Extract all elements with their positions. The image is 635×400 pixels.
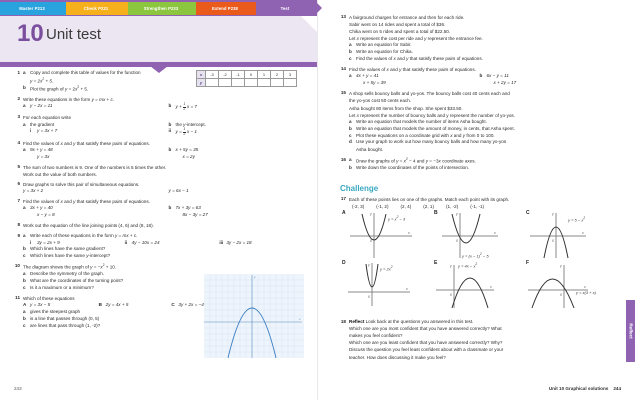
- question-2-number: 2: [17, 96, 20, 102]
- side-tab-label: Reflect: [628, 323, 633, 339]
- question-2-body: [23, 96, 314, 111]
- graph-B-label: B: [434, 210, 438, 216]
- q15b-text: Write an equation that models the amount of money, in cents, that Asha spent.: [356, 125, 515, 131]
- q8-stem: Work out the equation of the line joining points (4, 6) and (8, 18).: [23, 223, 154, 229]
- question-4-body: [23, 140, 314, 161]
- question-2: [14, 96, 314, 111]
- q15-line-2: the yo-yos cost 50 cents each.: [349, 98, 412, 104]
- q4-stem: Find the values of x and y that satisfy these pairs of equations.: [23, 140, 150, 146]
- q6-stem: Draw graphs to solve this pair of simultaneous equations.: [23, 182, 140, 188]
- reflect-first-line: [349, 318, 612, 325]
- q1b-label: b: [23, 84, 26, 90]
- question-4-number: 4: [17, 139, 20, 145]
- right-question-list: [340, 14, 610, 175]
- q6-eq-1: y = 3x + 2: [23, 188, 44, 194]
- svg-text:y: y: [456, 212, 458, 216]
- q10b-text: What are the coordinates of the turning point?: [30, 277, 124, 283]
- q14a-text: 4x + y = 41: [356, 73, 379, 79]
- table-cell-y-2[interactable]: [232, 79, 245, 87]
- table-cell-x-4: 1: [258, 71, 271, 79]
- challenge-graph-E: [432, 260, 522, 310]
- q17-stem: Each of these points lies on one of the graphs. Match each point with its graph.: [349, 197, 510, 202]
- svg-text:y: y: [552, 212, 554, 216]
- q11b-text: is a line that passes through (0, 5): [30, 315, 100, 321]
- graph-A-label: A: [342, 210, 346, 216]
- table-cell-x-1: -2: [219, 71, 232, 79]
- section-tabs: [0, 2, 316, 15]
- q11b-label: b: [23, 315, 26, 321]
- svg-text:x: x: [299, 317, 301, 321]
- question-8-body: [23, 222, 314, 229]
- q13-line-1: A fairground charges for entrance and then for each ride.: [349, 15, 465, 20]
- table-row-y: [197, 79, 297, 87]
- q10-stem: The diagram shows the graph of $y = -x^2 + 10$.: [23, 263, 117, 270]
- question-16-body: [349, 157, 610, 172]
- table-cell-y-4[interactable]: [258, 79, 271, 87]
- q11a-label: a: [23, 308, 26, 314]
- reflect-line-4: Discuss the question you feel least confident about with a classmate or your: [349, 347, 504, 353]
- table-cell-x-0: -3: [206, 71, 219, 79]
- question-5-body: [23, 164, 314, 178]
- challenge-graph-F: [524, 260, 614, 310]
- q7b-text: 7x + 3y = 63: [175, 205, 201, 211]
- q3b-label: b: [168, 121, 172, 127]
- q7-stem: Find the values of x and y that satisfy these pairs of equations.: [23, 199, 150, 205]
- tab-master-label: Master P213: [19, 6, 45, 11]
- svg-text:x: x: [490, 285, 492, 289]
- graph-F-equation: y = x(3 + x): [576, 290, 597, 295]
- q13c-text: Find the values of x and y that satisfy these pairs of equations.: [356, 56, 483, 62]
- q9i-label: i: [30, 239, 32, 245]
- q11C-label: C: [171, 301, 175, 307]
- question-6-number: 6: [17, 181, 20, 187]
- table-cell-y-0[interactable]: [206, 79, 219, 87]
- q13c-label: c: [349, 56, 352, 62]
- q17-point-5: (-1, -1): [470, 204, 485, 210]
- challenge-graph-D: [340, 260, 430, 310]
- right-page-number: 244: [613, 386, 621, 391]
- question-15-body: [349, 90, 610, 153]
- svg-text:y: y: [368, 263, 370, 267]
- challenge-graph-C: [524, 210, 614, 260]
- question-11-number: 11: [15, 294, 20, 300]
- q4a2-label: [23, 154, 30, 161]
- tab-test-label: Test: [280, 6, 290, 11]
- q14b2-text: x + 2y = 17: [493, 80, 517, 86]
- question-15-number: 15: [340, 90, 346, 96]
- q17-point-3: (2, 1): [423, 204, 434, 210]
- q9c-text: Which lines have the same y-intercept?: [30, 253, 111, 259]
- graph-C-equation: $y = 5 - x^2$: [568, 216, 586, 223]
- svg-text:0: 0: [450, 293, 452, 297]
- q3-stem: For each equation write: [23, 115, 72, 121]
- reflect-block: [340, 318, 612, 364]
- q1a-text: Copy and complete this table of values for the function: [30, 70, 141, 75]
- reflect-line-5: teacher. How does discussing it make you feel?: [349, 354, 446, 360]
- right-page-footer: [549, 386, 621, 391]
- q9b-label: b: [23, 246, 26, 252]
- question-5: [14, 164, 314, 178]
- q2-stem: Write these equations in the form y = mx + c.: [23, 97, 115, 103]
- question-8: [14, 222, 314, 229]
- svg-text:y: y: [560, 264, 562, 268]
- right-page: [318, 0, 635, 400]
- q14a-label: a: [349, 73, 352, 79]
- table-cell-y-5[interactable]: [271, 79, 284, 87]
- tab-test[interactable]: [256, 2, 316, 15]
- q11A-label: A: [23, 301, 27, 307]
- left-page-number: 243: [14, 386, 22, 391]
- q7a-text: 3x + y = 40: [30, 205, 53, 211]
- question-9-number: 9: [17, 232, 20, 238]
- q5-line-1: The sum of two numbers is 9. One of the numbers is 5 times the other.: [23, 164, 167, 170]
- q15d-label: d: [349, 139, 352, 145]
- q16a-text: Draw the graphs of $y = x^2 - 4$ and y = −3x coordinate axes.: [356, 156, 476, 164]
- q17-point-1: (-1, 2): [376, 204, 389, 210]
- q10b-label: b: [23, 277, 26, 283]
- q15a-text: Write an equation that models the number of items Asha bought.: [356, 118, 487, 124]
- q2a-label: a: [23, 103, 26, 109]
- question-13-body: [349, 14, 610, 63]
- question-13: [340, 14, 610, 63]
- challenge-graph-grid: [340, 210, 614, 315]
- q9ii-text: 4y − 10x = 24: [131, 239, 160, 245]
- q7a2-text: x − y = 8: [37, 212, 55, 218]
- table-of-values: [196, 70, 297, 87]
- graph-E-equation: $y = 4x - x^2$: [458, 262, 478, 269]
- q17-point-2: (2, 4): [400, 204, 412, 210]
- q3ii-text: y = $\frac{1}{2}$ x − 1: [175, 127, 197, 136]
- q7b2-label: [169, 212, 176, 219]
- q13-line-3: Chika went on 5 rides and spent a total of $22.50.: [349, 29, 451, 35]
- svg-text:x: x: [408, 231, 410, 235]
- reflect-line-1: Which one are you most confident that you have answered correctly? What: [349, 326, 502, 332]
- q4b-label: b: [168, 146, 172, 152]
- q13-line-2: Sabir went on 14 rides and spent a total of $36.: [349, 22, 446, 28]
- q4a-label: a: [23, 146, 26, 152]
- reflect-line-0: Look back at the questions you answered in this test.: [365, 319, 474, 324]
- q2b-text: y + $\frac{1}{2}$ x = 7: [175, 102, 197, 111]
- tab-extend-label: Extend P238: [211, 6, 238, 11]
- tab-check-label: Check P231: [83, 6, 109, 11]
- q11B-text: 2y = 4x + 5: [105, 301, 129, 307]
- q14b-text: 6x − y = 11: [486, 73, 509, 79]
- question-18-number: 18: [340, 319, 346, 324]
- question-4: [14, 140, 314, 161]
- svg-text:x: x: [494, 231, 496, 235]
- svg-text:x: x: [584, 285, 586, 289]
- question-16: [340, 157, 610, 172]
- question-16-number: 16: [340, 156, 346, 162]
- q3i-text: y = 3x + 7: [37, 128, 58, 134]
- question-14: [340, 66, 610, 87]
- q17-point-4: (1, -2): [446, 204, 459, 210]
- q9b-text: Which lines have the same gradient?: [30, 246, 106, 252]
- q16a-label: a: [349, 156, 352, 162]
- question-9-body: [23, 233, 314, 261]
- question-7-number: 7: [17, 198, 20, 204]
- table-cell-x-3: 0: [245, 71, 258, 79]
- question-14-body: [349, 66, 610, 87]
- table-cell-x-6: 3: [284, 71, 297, 79]
- question-10-number: 10: [14, 263, 20, 269]
- svg-text:0: 0: [560, 293, 562, 297]
- q11c-label: c: [23, 322, 26, 328]
- reflect-line-3: Which one are you least confident that you have answered correctly? Why?: [349, 340, 503, 346]
- question-14-number: 14: [340, 66, 346, 72]
- header-corner-fold: [301, 16, 317, 32]
- tab-check[interactable]: [66, 2, 128, 15]
- question-9: [14, 233, 314, 261]
- q13-line-4: Let x represent the cost per ride and y represent the entrance fee.: [349, 36, 483, 42]
- q10a-text: Describe the symmetry of the graph.: [30, 271, 105, 276]
- q9iii-text: 3y − 2x = 18: [226, 239, 252, 245]
- graph-C-label: C: [526, 210, 530, 216]
- q16b-label: b: [349, 165, 352, 171]
- question-7: [14, 198, 314, 219]
- header-arrow-marker: [150, 66, 168, 73]
- q1-function: $y = 2x^2 + 5$.: [30, 76, 54, 84]
- q4b2-label: [169, 154, 176, 161]
- q11C-text: 3y + 2x = −4: [178, 301, 204, 307]
- q2b-label: b: [168, 103, 172, 109]
- question-15: [340, 90, 610, 153]
- q6-eq-2: y = 6x − 1: [168, 188, 189, 194]
- q3a-text: the gradient: [30, 121, 55, 127]
- q15-line-3: Asha bought 80 items from the shop. She spent $33.50.: [349, 105, 463, 111]
- tab-strengthen-label: Strengthen P233: [143, 6, 179, 11]
- q9ii-label: ii: [124, 239, 128, 245]
- q9i-text: 3y = 2x + 9: [37, 239, 60, 245]
- challenge-graph-B: [432, 210, 522, 260]
- graph-D-label: D: [342, 260, 346, 266]
- question-3-body: [23, 114, 314, 136]
- q13b-label: b: [349, 49, 352, 55]
- q3i-label: i: [30, 128, 32, 134]
- q4b2-text: x = 2y: [182, 153, 195, 159]
- q7a-label: a: [23, 205, 26, 211]
- question-18: [340, 318, 612, 361]
- q15-line-4: Let x represent the number of bouncy balls and y represent the number of yo-yos.: [349, 112, 515, 118]
- table-cell-y-1[interactable]: [219, 79, 232, 87]
- q4a2-text: y = 3x: [37, 153, 50, 159]
- question-17-body: [349, 196, 610, 211]
- svg-text:0: 0: [370, 239, 372, 243]
- svg-text:x: x: [582, 231, 584, 235]
- q14-stem: Find the values of x and y that satisfy these pairs of equations.: [349, 67, 476, 73]
- q3a-label: a: [23, 121, 26, 127]
- question-3: [14, 114, 314, 136]
- q15-line-1: A shop sells bouncy balls and yo-yos. The bouncy balls cost 40 cents each and: [349, 91, 510, 97]
- question-8-number: 8: [17, 222, 20, 228]
- table-header-y: y: [197, 79, 206, 87]
- table-header-x: x: [197, 71, 206, 79]
- q14b-label: b: [479, 73, 483, 79]
- graph-E-label: E: [434, 260, 438, 266]
- q15d-text-cont: Asha bought.: [356, 147, 384, 153]
- unit-number: 10: [17, 20, 44, 47]
- q15c-text: Plot these equations on a coordinate grid with x and y from 0 to 100.: [356, 132, 495, 138]
- q3b-text: the y-intercept.: [175, 121, 206, 127]
- challenge-heading: Challenge: [340, 184, 379, 193]
- question-17-number: 17: [340, 196, 346, 201]
- svg-text:x: x: [406, 287, 408, 291]
- q9c-label: c: [23, 253, 26, 259]
- tab-extend[interactable]: [196, 2, 256, 15]
- q15c-label: c: [349, 132, 352, 138]
- q17-point-0: (-2, 3): [352, 204, 365, 210]
- q3ii-label: ii: [168, 128, 172, 134]
- graph-B-equation: $y = (x - 1)^2 - 5$: [462, 252, 489, 259]
- question-7-body: [23, 198, 314, 219]
- question-6: [14, 181, 314, 195]
- q4a-text: 9x + y = 48: [30, 146, 53, 152]
- q11c-text: are lines that pass through (1, -2)?: [30, 322, 101, 328]
- table-cell-x-5: 2: [271, 71, 284, 79]
- graph-D-equation: $y = 2x^2$: [380, 265, 393, 272]
- question-6-body: [23, 181, 314, 195]
- q5-line-2: Work out the value of both numbers.: [23, 171, 97, 177]
- q9a-text: Write each of these equations in the form y = mx + c.: [30, 232, 138, 238]
- question-5-number: 5: [17, 163, 20, 169]
- reflect-line-2: makes you feel confident?: [349, 333, 403, 339]
- q10c-label: c: [23, 284, 26, 290]
- q10a-label: a: [23, 271, 26, 276]
- q14a2-label: [349, 80, 356, 87]
- question-17: [340, 196, 610, 211]
- challenge-graph-A: [340, 210, 430, 260]
- q11-stem: Which of these equations: [23, 295, 75, 301]
- q13a-text: Write an equation for Sabir.: [356, 42, 412, 48]
- q11A-text: y = 3x − 5: [30, 301, 51, 307]
- q1b-text: Plot the graph of $y = 2x^2 + 5$.: [30, 84, 89, 92]
- question-3-number: 3: [17, 114, 20, 120]
- q15a-label: a: [349, 118, 352, 124]
- q14b2-label: [480, 80, 487, 87]
- graph-F-label: F: [526, 260, 530, 266]
- q14a2-text: x + 5y = 39: [363, 80, 386, 86]
- q15d-text: Use your graph to work out how many bouncy balls and how many yo-yos: [356, 139, 507, 145]
- svg-text:y: y: [450, 264, 452, 268]
- q13a-label: a: [349, 42, 352, 48]
- q4b-text: x + 5y = 35: [175, 146, 199, 152]
- side-tab-reflect: [626, 300, 635, 362]
- parabola-graph-q10: [202, 272, 306, 360]
- tab-strengthen[interactable]: [128, 2, 196, 15]
- left-page: [0, 0, 317, 400]
- graph-A-equation: $y = x^2 - 3$: [388, 215, 406, 222]
- table-row-x: [197, 71, 297, 79]
- table-cell-y-6[interactable]: [284, 79, 297, 87]
- q1a-label: a: [23, 70, 26, 75]
- svg-text:0: 0: [368, 295, 370, 299]
- table-cell-y-3[interactable]: [245, 79, 258, 87]
- q7a2-label: [23, 212, 30, 219]
- question-1-number: 1: [17, 70, 20, 75]
- q9iii-label: iii: [219, 239, 224, 245]
- question-13-number: 13: [340, 14, 346, 19]
- q10c-text: Is it a maximum or a minimum?: [30, 284, 94, 290]
- q13b-text: Write an equation for Chika.: [356, 49, 413, 55]
- q16b-text: Write down the coordinates of the points of intersection.: [356, 165, 470, 171]
- table-cell-x-2: -1: [232, 71, 245, 79]
- q2a-text: y − 2x = 11: [30, 103, 53, 109]
- q11B-label: B: [98, 301, 102, 307]
- tab-master[interactable]: [0, 2, 66, 15]
- q9a-label: a: [23, 232, 26, 238]
- page-title: Unit test: [46, 26, 102, 43]
- svg-text:y: y: [370, 212, 372, 216]
- q7b-label: b: [168, 205, 172, 211]
- q15b-label: b: [349, 125, 352, 131]
- q7b2-text: 8x − 3y = 27: [182, 212, 208, 218]
- svg-text:0: 0: [552, 239, 554, 243]
- q11a-text: gives the steepest graph: [30, 308, 81, 314]
- svg-text:0: 0: [456, 239, 458, 243]
- question-18-body: [349, 318, 612, 361]
- reflect-keyword: Reflect: [349, 319, 365, 324]
- footer-unit-label: Unit 10 Graphical solutions: [548, 386, 609, 391]
- svg-text:y: y: [254, 275, 256, 279]
